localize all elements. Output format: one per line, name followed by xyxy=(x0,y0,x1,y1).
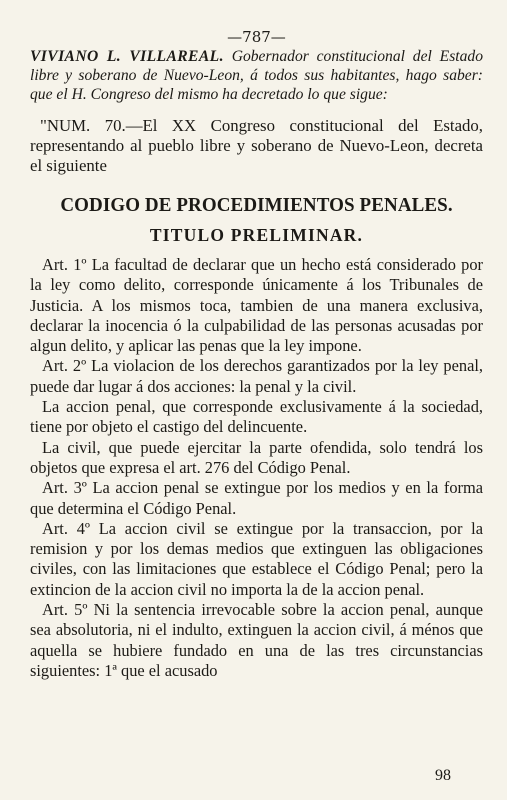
article-paragraph: La accion penal, que corresponde exclusivamente á la sociedad, tiene por objeto el castigo del delincuente. xyxy=(30,397,483,437)
article-paragraph: Art. 5º Ni la sentencia irrevocable sobre la accion penal, aunque sea absolutoria, ni el indulto, extinguen la accion civil, á ménos que aquella se hubiere fundado en una de las tres circunstancias siguientes: 1ª que el acusado xyxy=(30,600,483,680)
article-paragraph: Art. 4º La accion civil se extingue por la transaccion, por la remision y por los demas medios que extinguen las obligaciones civiles, con las limitaciones que establece el Código Penal; pero la extincion de la accion civil no importa la de la accion penal. xyxy=(30,518,483,599)
folio-number: 98 xyxy=(435,767,451,784)
decree-text: Gobernador constitucional del Estado libre y soberano de Nuevo-Leon, á todos sus habitantes, hago saber: que el H. Congreso del mismo ha decretado lo que sigue: xyxy=(30,48,483,103)
decree-heading xyxy=(30,47,483,104)
section-subtitle: TITULO PRELIMINAR. xyxy=(149,225,364,245)
governor-name: VIVIANO L. VILLAREAL. xyxy=(30,48,224,65)
articles-body xyxy=(30,255,483,681)
article-paragraph: Art. 1º La facultad de declarar que un hecho está considerado por la ley como delito, corresponde únicamente á los Tribunales de Justicia. A los mismos toca, tambien de una manera exclusiva, declarar la inocencia ó la culpabilidad de las personas acusadas por algun delito, y aplicar las penas que la ley impone. xyxy=(30,255,483,356)
page-number: —787— xyxy=(227,28,286,46)
article-paragraph: La civil, que puede ejercitar la parte ofendida, solo tendrá los objetos que expresa el art. 276 del Código Penal. xyxy=(30,437,483,477)
decree-number-paragraph: "NUM. 70.—El XX Congreso constitucional del Estado, representando al pueblo libre y soberano de Nuevo-Leon, decreta el siguiente xyxy=(30,116,483,175)
code-title: CODIGO DE PROCEDIMIENTOS PENALES. xyxy=(60,194,453,216)
article-paragraph: Art. 3º La accion penal se extingue por los medios y en la forma que determina el Código Penal. xyxy=(30,478,483,518)
article-paragraph: Art. 2º La violacion de los derechos garantizados por la ley penal, puede dar lugar á dos acciones: la penal y la civil. xyxy=(30,356,483,396)
